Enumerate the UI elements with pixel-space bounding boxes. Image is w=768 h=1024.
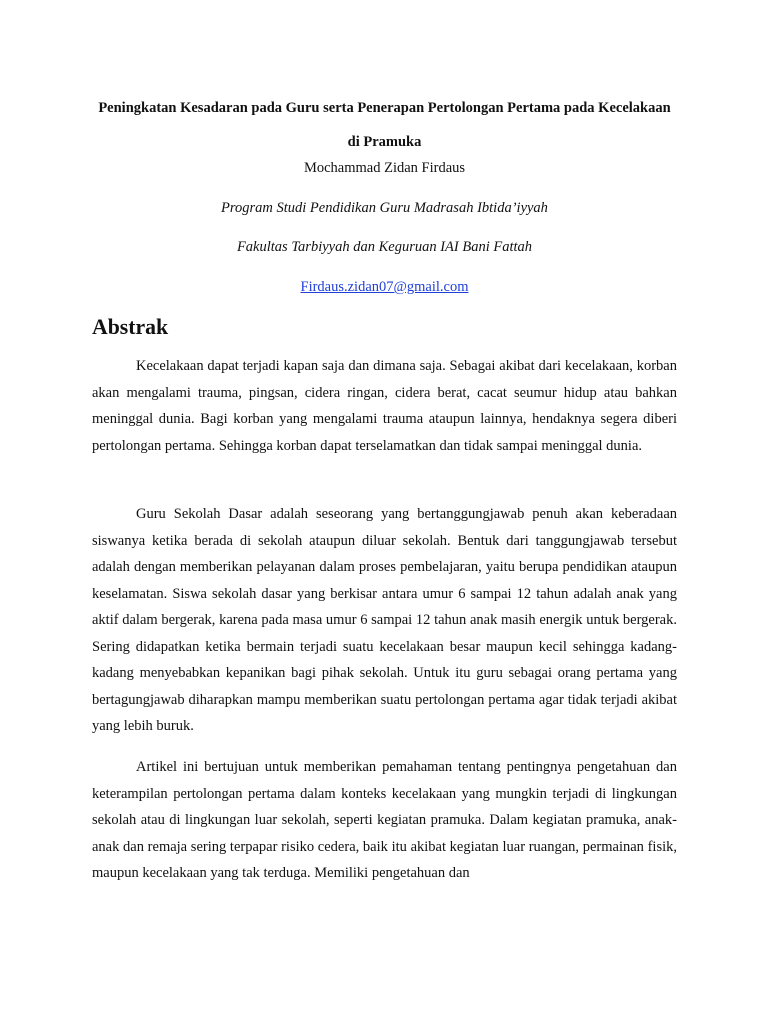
abstract-paragraph-3: Artikel ini bertujuan untuk memberikan pemahaman tentang pentingnya pengetahuan dan keterampilan pertolongan pertama dalam konteks kecelakaan yang mungkin terjadi di lingkungan sekolah atau di lingkungan luar sekolah, seperti kegiatan pramuka. Dalam kegiatan pramuka, anak-anak dan remaja sering terpapar risiko cedera, baik itu akibat kegiatan luar ruangan, permainan fisik, maupun kecelakaan yang tak terduga. Memiliki pengetahuan dan (92, 759, 677, 881)
author-name: Mochammad Zidan Firdaus (303, 160, 466, 176)
abstract-heading: Abstrak (92, 315, 169, 339)
author-email-link[interactable]: Firdaus.zidan07@gmail.com (300, 279, 469, 295)
abstract-paragraph-1: Kecelakaan dapat terjadi kapan saja dan dimana saja. Sebagai akibat dari kecelakaan, korban akan mengalami trauma, pingsan, cidera ringan, cidera berat, cacat seumur hidup atau bahkan meninggal dunia. Bagi korban yang mengalami trauma ataupun lainnya, hendaknya segera diberi pertolongan pertama. Sehingga korban dapat terselamatkan dan tidak sampai meninggal dunia. (92, 358, 677, 454)
affiliation-faculty: Fakultas Tarbiyyah dan Keguruan IAI Bani Fattah (236, 239, 533, 255)
email-line (92, 277, 677, 297)
abstract-paragraph-2: Guru Sekolah Dasar adalah seseorang yang bertanggungjawab penuh akan keberadaan siswanya ketika berada di sekolah ataupun diluar sekolah. Bentuk dari tanggungjawab tersebut adalah dengan memberikan pelayanan dalam proses pembelajaran, yaitu berupa pendidikan ataupun keselamatan. Siswa sekolah dasar yang berkisar antara umur 6 sampai 12 tahun adalah anak yang aktif dalam bergerak, karena pada masa umur 6 sampai 12 tahun anak masih energik untuk bergerak. Sering didapatkan ketika bermain terjadi suatu kecelakaan besar maupun kecil sehingga kadang-kadang menyebabkan kepanikan bagi pihak sekolah. Untuk itu guru sebagai orang pertama yang bertagungjawab diharapkan mampu memberikan suatu pertolongan pertama agar tidak terjadi akibat yang lebih buruk. (92, 506, 677, 734)
paper-title: Peningkatan Kesadaran pada Guru serta Penerapan Pertolongan Pertama pada Kecelakaan di Pramuka (98, 100, 671, 150)
affiliation-program: Program Studi Pendidikan Guru Madrasah Ibtida’iyyah (221, 200, 548, 216)
